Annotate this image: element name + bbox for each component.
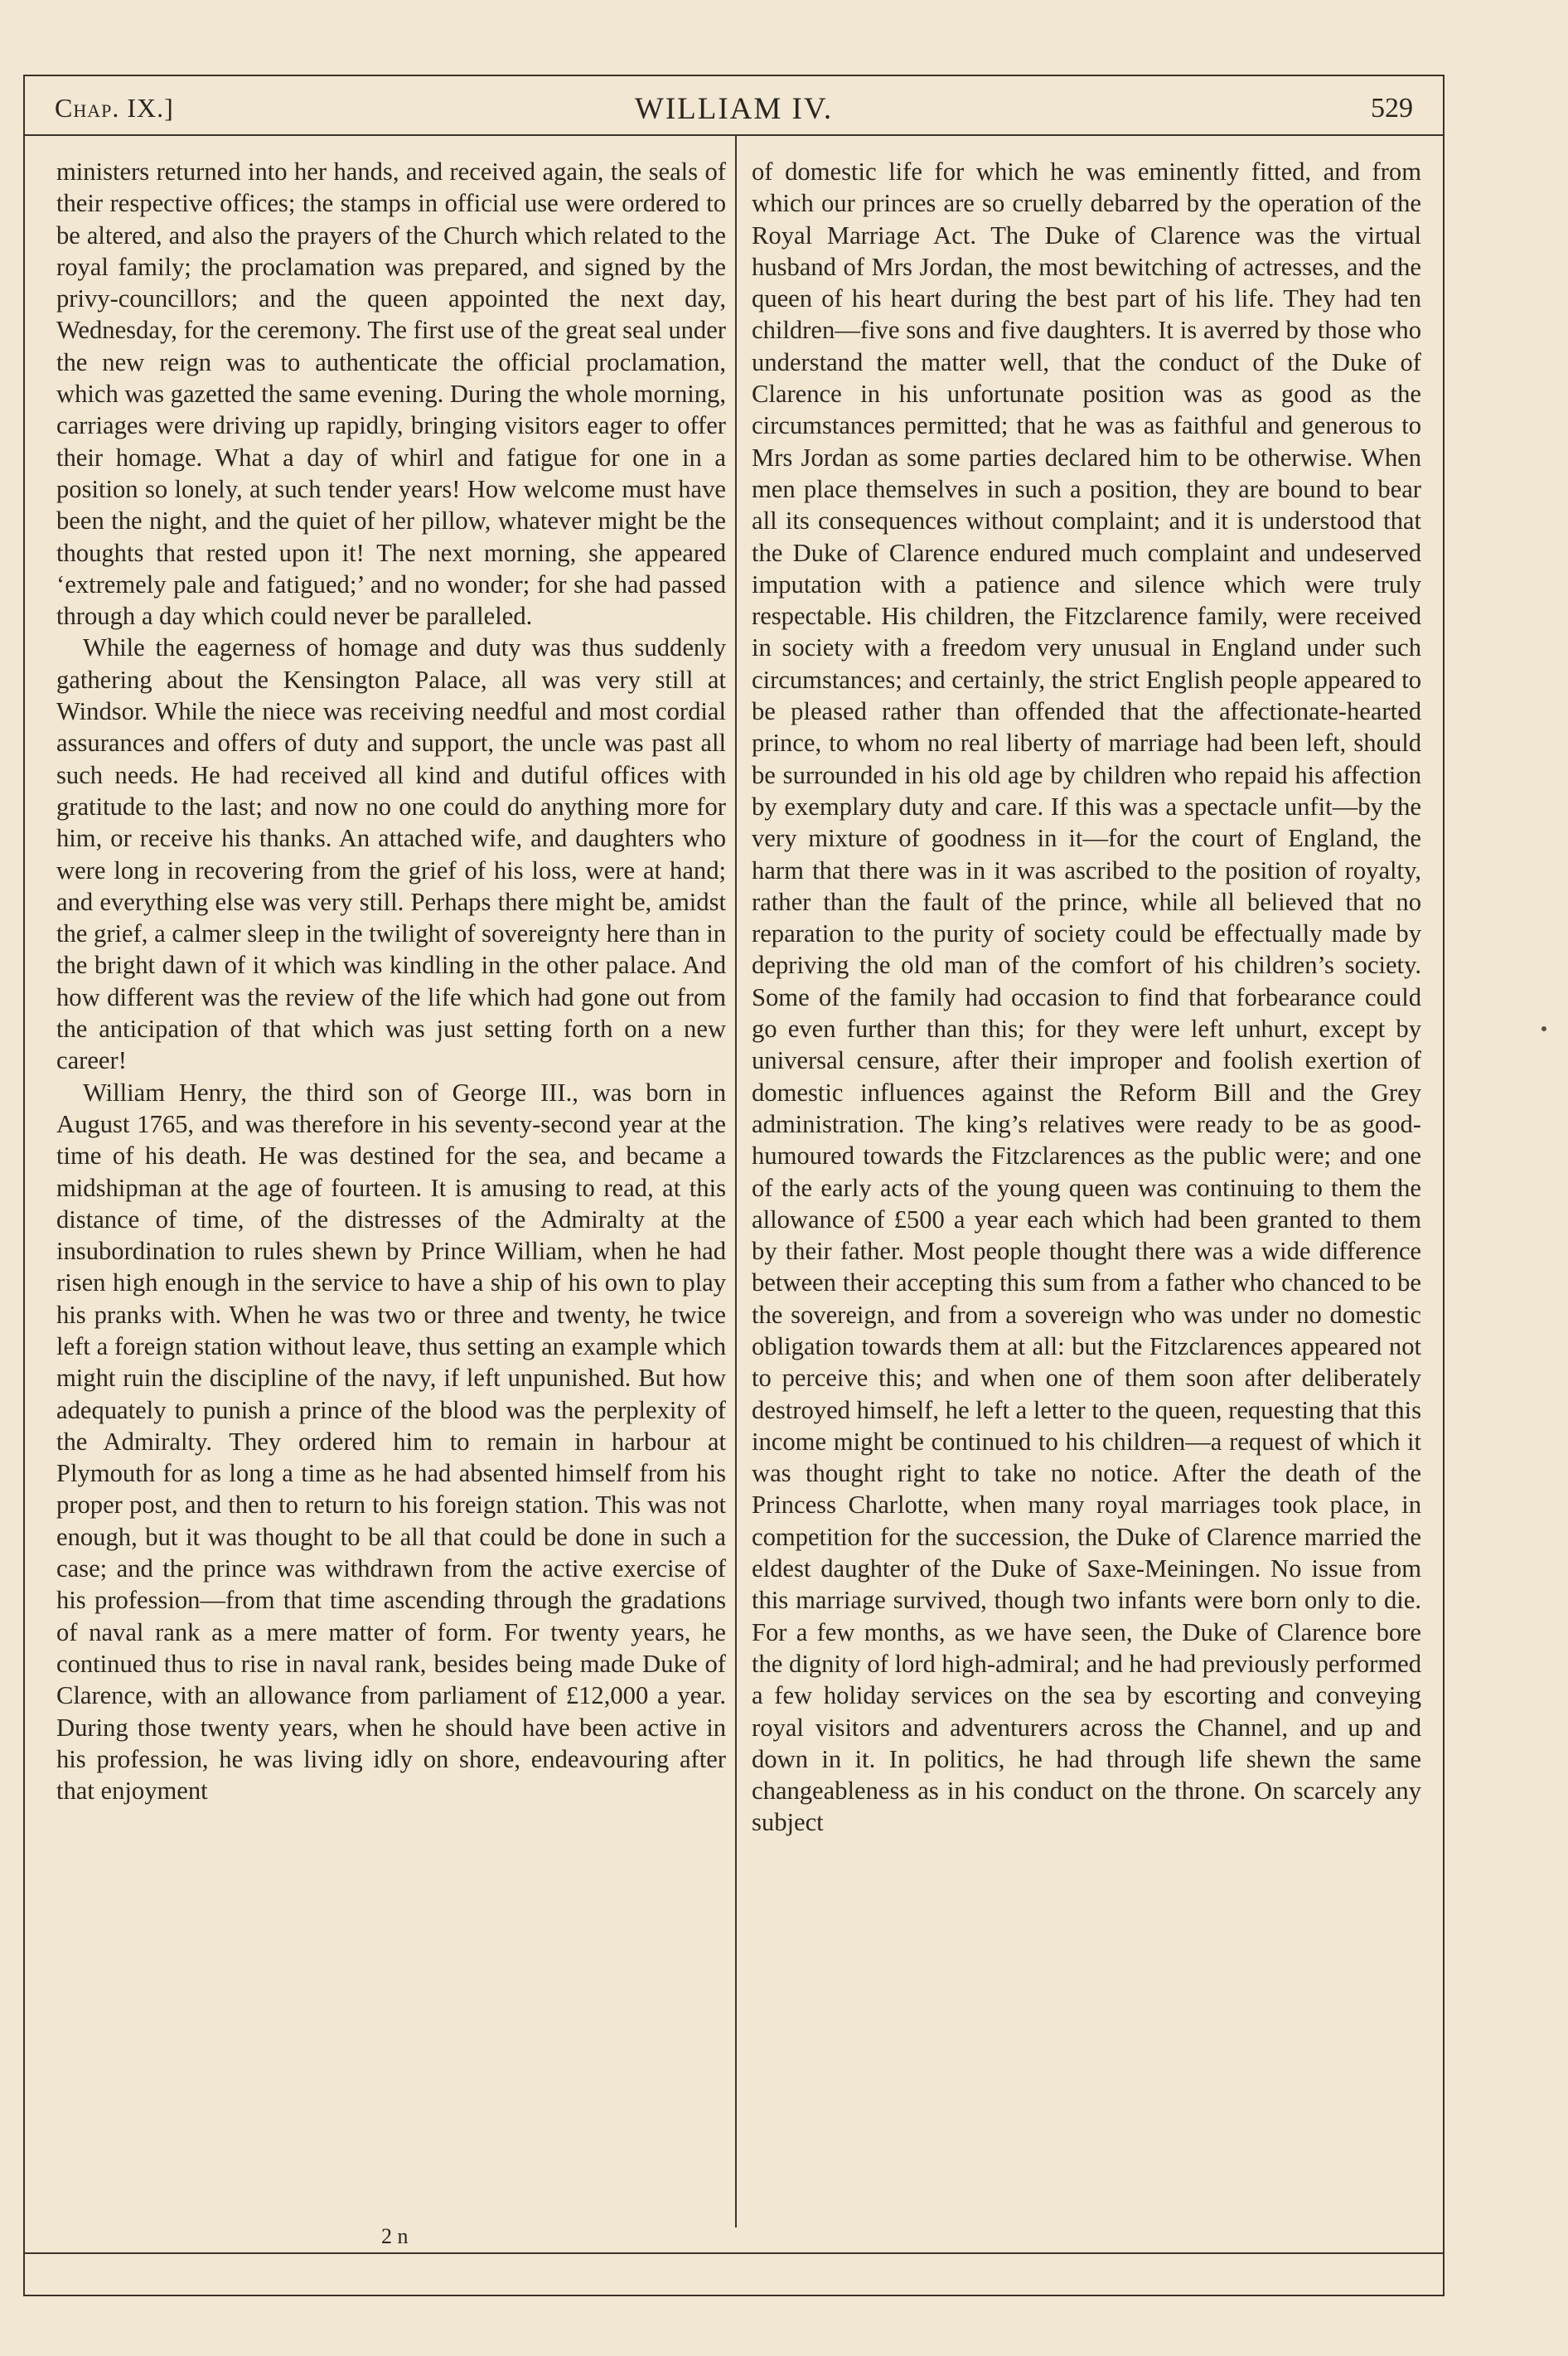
paragraph: ministers returned into her hands, and received again, the seals of their respective offices; the stamps in official use were ordered to be altered, and also the prayers of the Church which related to the royal family; the proclamation was prepared, and signed by the privy-councillors; and the queen appointed the next day, Wednesday, for the ceremony. The first use of the great seal under the new reign was to authenticate the official proclamation, which was gazetted the same evening. During the whole morning, carriages were driving up rapidly, bringing visitors eager to offer their homage. What a day of whirl and fatigue for one in a position so lonely, at such tender years! How welcome must have been the night, and the quiet of her pillow, whatever might be the thoughts that rested upon it! The next morning, she appeared ‘extremely pale and fatigued;’ and no wonder; for she had passed through a day which could never be paralleled.	[56, 158, 726, 631]
chapter-label: Chap. IX.]	[55, 93, 174, 123]
column-divider	[735, 134, 737, 2228]
right-column	[752, 156, 1421, 2224]
paragraph: of domestic life for which he was eminently fitted, and from which our princes are so cruelly debarred by the operation of the Royal Marriage Act. The Duke of Clarence was the virtual husband of Mrs Jordan, the most bewitching of actresses, and the queen of his heart during the best part of his life. They had ten children—five sons and five daughters. It is averred by those who understand the matter well, that the conduct of the Duke of Clarence in his unfortunate position was as good as the circumstances permitted; that he was as faithful and generous to Mrs Jordan as some parties declared him to be otherwise. When men place themselves in such a position, they are bound to bear all its consequences without complaint; and it is understood that the Duke of Clarence endured much complaint and undeserved imputation with a patience and silence which were truly respectable. His children, the Fitzclarence family, were received in society with a freedom very unusual in England under such circumstances; and certainly, the strict English people appeared to be pleased rather than offended that the affectionate-hearted prince, to whom no real liberty of marriage had been left, should be surrounded in his old age by children who repaid his affection by exemplary duty and care. If this was a spectacle unfit—by the very mixture of goodness in it—for the court of England, the harm that there was in it was ascribed to the position of royalty, rather than the fault of the prince, while all believed that no reparation to the purity of society could be effectually made by depriving the old man of the comfort of his children’s society. Some of the family had occasion to find that forbearance could go even further than this; for they were left unhurt, except by universal censure, after their improper and foolish exertion of domestic influences against the Reform Bill and the Grey administration. The king’s relatives were ready to be as good-humoured towards the Fitzclarences as the public were; and one of the early acts of the young queen was continuing to them the allowance of £500 a year each which had been granted to them by their father. Most people thought there was a wide difference between their accepting this sum from a father who chanced to be the sovereign, and from a sovereign who was under no domestic obligation towards them at all: but the Fitzclarences appeared not to perceive this; and when one of them soon after deliberately destroyed himself, he left a letter to the queen, requesting that this income might be continued to his children—a request of which it was thought right to take no notice. After the death of the Princess Charlotte, when many royal marriages took place, in competition for the succession, the Duke of Clarence married the eldest daughter of the Duke of Saxe-Meiningen. No issue from this marriage survived, though two infants were born only to die. For a few months, as we have seen, the Duke of Clarence bore the dignity of lord high-admiral; and he had previously performed a few holiday services on the sea by escorting and conveying royal visitors and adventurers across the Channel, and up and down in it. In politics, he had through life shewn the same changeableness as in his conduct on the throne. On scarcely any subject	[752, 158, 1421, 1837]
left-column	[56, 156, 726, 2224]
paragraph: William Henry, the third son of George III., was born in August 1765, and was therefore in his seventy-second year at the time of his death. He was destined for the sea, and became a midshipman at the age of fourteen. It is amusing to read, at this distance of time, of the distresses of the Admiralty at the insubordination to rules shewn by Prince William, when he had risen high enough in the service to have a ship of his own to play his pranks with. When he was two or three and twenty, he twice left a foreign station without leave, thus setting an example which might ruin the discipline of the navy, if left unpunished. But how adequately to punish a prince of the blood was the perplexity of the Admiralty. They ordered him to remain in harbour at Plymouth for as long a time as he had absented himself from his proper post, and then to return to his foreign station. This was not enough, but it was thought to be all that could be done in such a case; and the prince was withdrawn from the active exercise of his profession—from that time ascending through the gradations of naval rank as a mere matter of form. For twenty years, he continued thus to rise in naval rank, besides being made Duke of Clarence, with an allowance from parliament of £12,000 a year. During those twenty years, when he should have been active in his profession, he was living idly on shore, endeavouring after that enjoyment	[56, 1078, 726, 1806]
bottom-rule	[25, 2252, 1443, 2254]
running-title: WILLIAM IV.	[634, 92, 834, 126]
signature-mark: 2 n	[381, 2224, 409, 2248]
page-number: 529	[1371, 93, 1413, 124]
running-header	[25, 76, 1443, 136]
ink-spot	[1541, 1026, 1546, 1031]
page-frame	[23, 75, 1445, 2296]
paragraph: While the eagerness of homage and duty was thus suddenly gathering about the Kensington Palace, all was very still at Windsor. While the niece was receiving needful and most cordial assurances and offers of duty and support, the uncle was past all such needs. He had received all kind and dutiful offices with gratitude to the last; and now no one could do anything more for him, or receive his thanks. An attached wife, and daughters who were long in recovering from the grief of his loss, were at hand; and everything else was very still. Perhaps there might be, amidst the grief, a calmer sleep in the twilight of sovereignty here than in the bright dawn of it which was kindling in the other palace. And how different was the review of the life which had gone out from the anticipation of that which was just setting forth on a new career!	[56, 633, 726, 1075]
